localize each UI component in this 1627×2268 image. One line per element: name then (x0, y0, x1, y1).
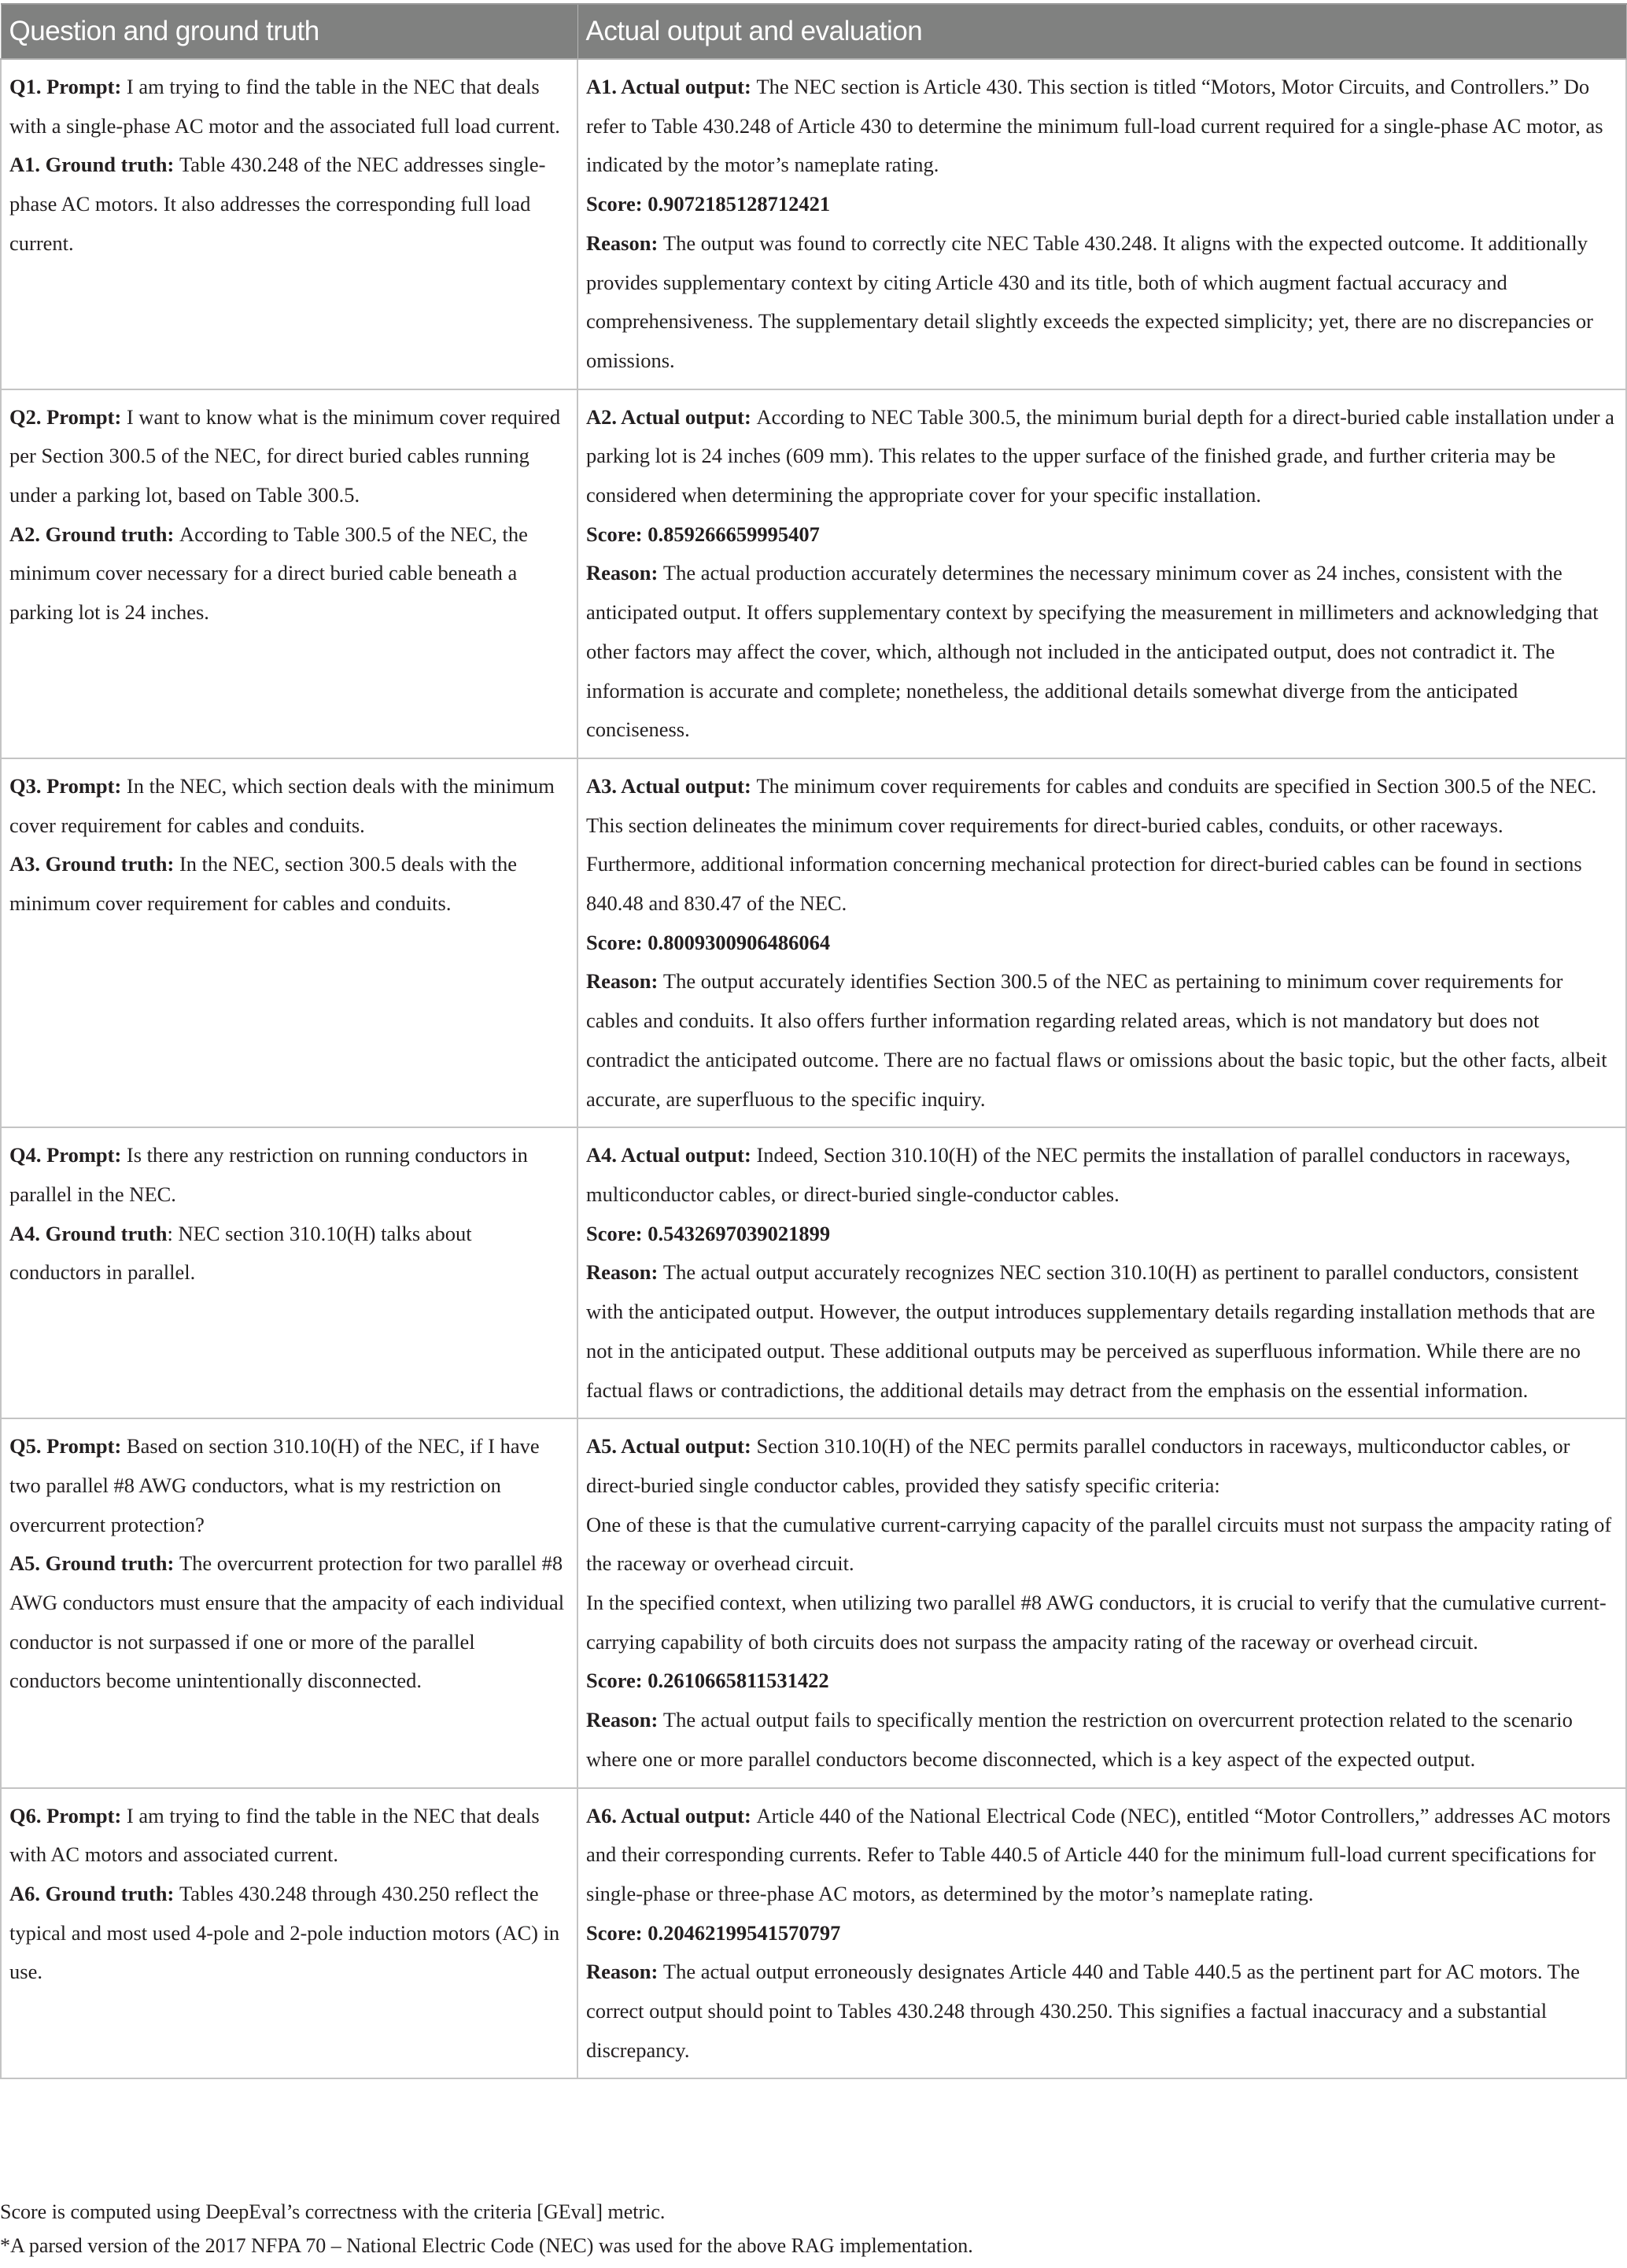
ground-truth (9, 1875, 567, 1992)
reason-text: The actual output fails to specifically mention the restriction on overcurrent protection related to the scenario where one or more parallel conductors become disconnected, which is a key aspect of the expected output. (586, 1708, 1573, 1771)
ground-truth-label: A3. Ground truth: (9, 852, 179, 876)
question-cell (1, 59, 577, 389)
evaluation-table (0, 3, 1627, 2079)
actual-output (586, 398, 1616, 515)
reason (586, 1253, 1616, 1410)
ground-truth-text: The overcurrent protection for two parallel #8 AWG conductors must ensure that the ampacity of each individual conductor is not surpassed if one or more of the parallel conductors become unintentionally disconnected. (9, 1551, 565, 1693)
prompt (9, 398, 567, 515)
prompt (9, 1136, 567, 1214)
reason (586, 1953, 1616, 2070)
ground-truth-text: According to Table 300.5 of the NEC, the minimum cover necessary for a direct buried cable beneath a parking lot is 24 inches. (9, 522, 528, 625)
score (586, 924, 1616, 963)
prompt-text: I am trying to find the table in the NEC that deals with AC motors and associated current. (9, 1803, 540, 1867)
reason-text: The output was found to correctly cite NEC Table 430.248. It aligns with the expected outcome. It additionally provides supplementary context by citing Article 430 and its title, both of which augment factual accuracy and comprehensiveness. The supplementary detail slightly exceeds the expected simplicity; yet, there are no discrepancies or omissions. (586, 230, 1593, 372)
prompt-label: Q3. Prompt: (9, 773, 127, 798)
table-row (1, 1127, 1626, 1418)
actual-output-text: The minimum cover requirements for cables and conduits are specified in Section 300.5 of the NEC. This section delineates the minimum cover requirements for direct-buried cables, conduits, or other raceways. Furthermore, additional information concerning mechanical protection for direct-buried cables can be found in sections 840.48 and 830.47 of the NEC. (586, 773, 1597, 916)
column-header-question: Question and ground truth (1, 4, 577, 59)
ground-truth (9, 1215, 567, 1293)
prompt-label: Q4. Prompt: (9, 1143, 127, 1167)
table-row (1, 758, 1626, 1127)
prompt-label: Q5. Prompt: (9, 1434, 127, 1459)
actual-output-label: A1. Actual output: (586, 75, 757, 98)
prompt-text: I want to know what is the minimum cover required per Section 300.5 of the NEC, for direct buried cables running under a parking lot, based on Table 300.5. (9, 404, 561, 507)
table-row (1, 59, 1626, 389)
reason-text: The actual output erroneously designates Article 440 and Table 440.5 as the pertinent part for AC motors. The correct output should point to Tables 430.248 through 430.250. This signifies a factual inaccuracy and a substantial discrepancy. (586, 1960, 1580, 2062)
score-value: 0.20462199541570797 (647, 1920, 841, 1945)
ground-truth (9, 146, 567, 263)
ground-truth-label: A4. Ground truth (9, 1221, 168, 1245)
actual-output-label: A5. Actual output: (586, 1434, 757, 1459)
score-label: Score: (586, 1669, 648, 1693)
score-value: 0.9072185128712421 (647, 192, 831, 216)
prompt (9, 68, 567, 146)
output-cell (577, 1418, 1626, 1787)
output-cell (577, 1788, 1626, 2079)
ground-truth-text: Tables 430.248 through 430.250 reflect the typical and most used 4-pole and 2-pole induction motors (AC) in use. (9, 1881, 560, 1984)
reason (586, 554, 1616, 750)
reason-text: The actual output accurately recognizes NEC section 310.10(H) as pertinent to parallel conductors, consistent with the anticipated output. However, the output introduces supplementary details regarding installation methods that are not in the anticipated output. These additional outputs may be perceived as superfluous information. While there are no factual flaws or contradictions, the additional details may detract from the emphasis on the essential information. (586, 1260, 1596, 1402)
actual-output (586, 68, 1616, 185)
table-row (1, 1418, 1626, 1787)
question-cell (1, 389, 577, 758)
actual-output-text: Section 310.10(H) of the NEC permits parallel conductors in raceways, multiconductor cables, or direct-buried single conductor cables, provided they satisfy specific criteria: (586, 1434, 1570, 1497)
table-header-row (1, 4, 1626, 59)
score (586, 185, 1616, 224)
ground-truth (9, 845, 567, 923)
actual-output-paragraph: One of these is that the cumulative current-carrying capacity of the parallel circuits must not surpass the ampacity rating of the raceway or overhead circuit. (586, 1512, 1612, 1576)
prompt-label: Q1. Prompt: (9, 75, 127, 98)
reason-text: The output accurately identifies Section 300.5 of the NEC as pertaining to minimum cover requirements for cables and conduits. It also offers further information regarding related areas, which is not mandatory but does not contradict the anticipated outcome. There are no factual flaws or omissions about the basic topic, but the other facts, albeit accurate, are superfluous to the specific inquiry. (586, 969, 1607, 1111)
table-row (1, 389, 1626, 758)
question-cell (1, 1418, 577, 1787)
reason (586, 962, 1616, 1119)
score (586, 1914, 1616, 1953)
question-cell (1, 758, 577, 1127)
score-value: 0.5432697039021899 (647, 1221, 831, 1245)
reason-label: Reason: (586, 969, 663, 994)
table-body (1, 59, 1626, 2078)
prompt (9, 1427, 567, 1544)
actual-output-text: Indeed, Section 310.10(H) of the NEC permits the installation of parallel conductors in raceways, multiconductor cables, or direct-buried single-conductor cables. (586, 1143, 1571, 1206)
output-cell (577, 758, 1626, 1127)
footnote-score-method: Score is computed using DeepEval’s correctness with the criteria [GEval] metric. (0, 2200, 666, 2223)
ground-truth-label: A2. Ground truth: (9, 522, 179, 546)
column-header-output: Actual output and evaluation (577, 4, 1626, 59)
reason-label: Reason: (586, 1960, 663, 1984)
ground-truth-label: A5. Ground truth: (9, 1551, 179, 1576)
prompt-text: I am trying to find the table in the NEC that deals with a single-phase AC motor and the associated full load current. (9, 75, 560, 138)
prompt-text: In the NEC, which section deals with the minimum cover requirement for cables and conduits. (9, 773, 555, 837)
reason-label: Reason: (586, 1260, 663, 1285)
score-label: Score: (586, 930, 648, 954)
score-value: 0.2610665811531422 (647, 1669, 829, 1693)
reason-text: The actual production accurately determines the necessary minimum cover as 24 inches, consistent with the anticipated output. It offers supplementary context by specifying the measurement in millimeters and acknowledging that other factors may affect the cover, which, although not included in the anticipated output, does not contradict it. The information is accurate and complete; nonetheless, the additional details somewhat diverge from the anticipated conciseness. (586, 561, 1599, 742)
reason-label: Reason: (586, 1708, 663, 1732)
table-row (1, 1788, 1626, 2079)
ground-truth (9, 515, 567, 632)
actual-output-paragraph: In the specified context, when utilizing two parallel #8 AWG conductors, it is crucial to verify that the cumulative current-carrying capability of both circuits does not surpass the ampacity rating of the raceway or overhead circuit. (586, 1591, 1607, 1654)
ground-truth-label: A6. Ground truth: (9, 1881, 179, 1905)
reason (586, 1701, 1616, 1779)
score-label: Score: (586, 1221, 648, 1245)
question-cell (1, 1127, 577, 1418)
ground-truth-text: : NEC section 310.10(H) talks about conductors in parallel. (9, 1221, 472, 1285)
prompt (9, 767, 567, 845)
ground-truth-text: In the NEC, section 300.5 deals with the minimum cover requirement for cables and conduits. (9, 852, 518, 916)
score (586, 515, 1616, 555)
prompt-text: Based on section 310.10(H) of the NEC, if I have two parallel #8 AWG conductors, what is my restriction on overcurrent protection? (9, 1434, 540, 1536)
score-value: 0.8009300906486064 (647, 930, 831, 954)
actual-output-text: According to NEC Table 300.5, the minimum burial depth for a direct-buried cable installation under a parking lot is 24 inches (609 mm). This relates to the upper surface of the finished grade, and further criteria may be considered when determining the appropriate cover for your specific installation. (586, 404, 1614, 507)
prompt (9, 1797, 567, 1875)
table-footnotes (0, 2195, 973, 2262)
actual-output (586, 1136, 1616, 1214)
actual-output-text: Article 440 of the National Electrical Code (NEC), entitled “Motor Controllers,” addresses AC motors and their corresponding currents. Refer to Table 440.5 of Article 440 for the minimum full-load current specifications for single-phase or three-phase AC motors, as determined by the motor’s nameplate rating. (586, 1803, 1610, 1905)
actual-output-label: A6. Actual output: (586, 1803, 757, 1827)
actual-output-text: The NEC section is Article 430. This section is titled “Motors, Motor Circuits, and Controllers.” Do refer to Table 430.248 of Article 430 to determine the minimum full-load current required for a single-phase AC motor, as indicated by the motor’s nameplate rating. (586, 75, 1603, 177)
actual-output-label: A2. Actual output: (586, 404, 757, 429)
prompt-text: Is there any restriction on running conductors in parallel in the NEC. (9, 1143, 528, 1206)
score-value: 0.859266659995407 (647, 522, 820, 546)
prompt-label: Q2. Prompt: (9, 404, 127, 429)
ground-truth-label: A1. Ground truth: (9, 153, 179, 177)
output-cell (577, 1127, 1626, 1418)
reason-label: Reason: (586, 561, 663, 585)
actual-output (586, 767, 1616, 924)
question-cell (1, 1788, 577, 2079)
output-cell (577, 59, 1626, 389)
score (586, 1215, 1616, 1254)
actual-output (586, 1797, 1616, 1914)
score-label: Score: (586, 192, 648, 216)
actual-output-label: A4. Actual output: (586, 1143, 757, 1167)
output-cell (577, 389, 1626, 758)
score-label: Score: (586, 522, 648, 546)
reason-label: Reason: (586, 230, 663, 255)
ground-truth-text: Table 430.248 of the NEC addresses single-phase AC motors. It also addresses the corresponding full load current. (9, 153, 546, 255)
prompt-label: Q6. Prompt: (9, 1803, 127, 1827)
reason (586, 224, 1616, 381)
score-label: Score: (586, 1920, 648, 1945)
footnote-dataset: *A parsed version of the 2017 NFPA 70 – National Electric Code (NEC) was used for the above RAG implementation. (0, 2234, 973, 2257)
score (586, 1661, 1616, 1701)
ground-truth (9, 1544, 567, 1701)
actual-output-label: A3. Actual output: (586, 773, 757, 798)
actual-output (586, 1427, 1616, 1505)
